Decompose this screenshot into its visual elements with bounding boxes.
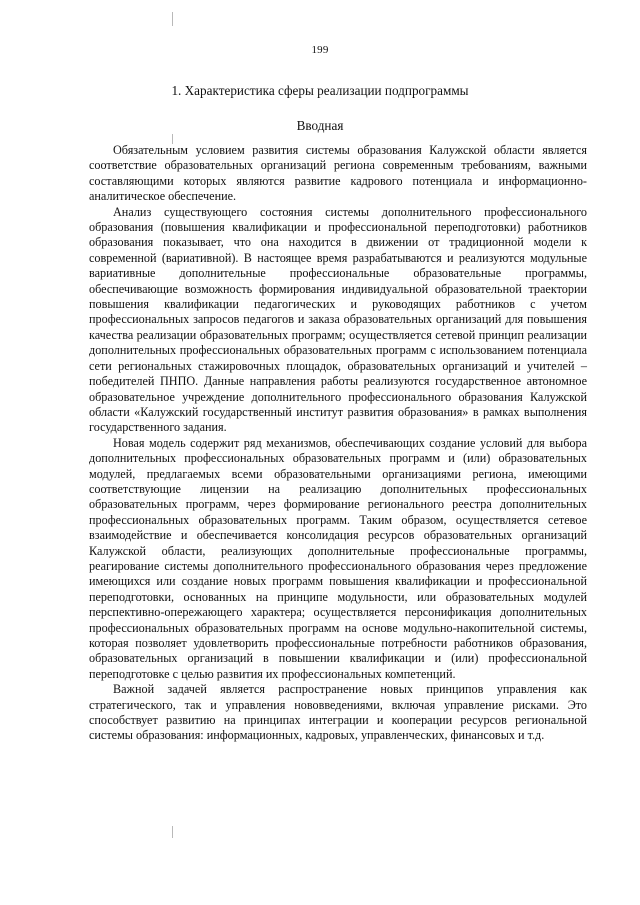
scan-mark-top [172, 12, 173, 26]
paragraph-intro: Обязательным условием развития системы образования Калужской области является соответствие образовательных организаций региона современным требованиям, важными составляющими которых являются развитие кадрового потенциала и информационно-аналитическое обеспечение. [89, 143, 587, 204]
subsection-title: Вводная [296, 118, 344, 133]
document-body [89, 143, 587, 744]
section-title: 1. Характеристика сферы реализации подпрограммы [171, 83, 469, 98]
paragraph-key-task: Важной задачей является распространение новых принципов управления как стратегического, так и управления нововведениями, включая управление рисками. Это способствует развитию на принципах интеграции и кооперации ресурсов региональной системы образования: информационных, кадровых, управленческих, финансовых и т.д. [89, 682, 587, 743]
page-number: 199 [311, 44, 329, 56]
paragraph-new-model: Новая модель содержит ряд механизмов, обеспечивающих создание условий для выбора дополнительных профессиональных образовательных программ и (или) образовательных модулей, предлагаемых всеми образовательными организациями региона, имеющими соответствующие лицензии на реализацию дополнительных профессиональных образовательных программ, через формирование регионального реестра дополнительных профессиональных образовательных программ. Таким образом, осуществляется сетевое взаимодействие и обеспечивается консолидация ресурсов образовательных организаций Калужской области, реализующих дополнительные профессиональные программы, реагирование системы дополнительного профессионального образования через предложение имеющихся или создание новых программ повышения квалификации и профессиональной переподготовки, основанных на принципе модульности, или образовательных модулей перспективно-опережающего характера; осуществляется персонификация дополнительных профессиональных образовательных программ на основе модульно-накопительной системы, которая позволяет удовлетворить профессиональные потребности работников образования, образовательных организаций в повышении квалификации и (или) профессиональной переподготовке с целью развития их профессиональных компетенций. [89, 435, 587, 681]
paragraph-analysis: Анализ существующего состояния системы дополнительного профессионального образования (повышения квалификации и профессиональной переподготовки) работников образования показывает, что она находится в движении от традиционной модели к современной (вариативной). В настоящее время разрабатываются и реализуются модульные вариативные дополнительные профессиональные образовательные программы, обеспечивающие возможность формирования индивидуальной образовательной траектории повышения квалификации педагогических и руководящих работников с учетом профессиональных запросов педагогов и заказа образовательных организаций для повышения качества реализации образовательных программ; осуществляется сетевой принцип реализации дополнительных профессиональных образовательных программ с использованием потенциала сети региональных стажировочных площадок, образовательных организаций и учителей – победителей ПНПО. Данные направления работы реализуются государственное автономное образовательное учреждение дополнительного профессионального образования Калужской области «Калужский государственный институт развития образования» в рамках выполнения государственного задания. [89, 204, 587, 435]
scan-mark-bottom [172, 826, 173, 838]
